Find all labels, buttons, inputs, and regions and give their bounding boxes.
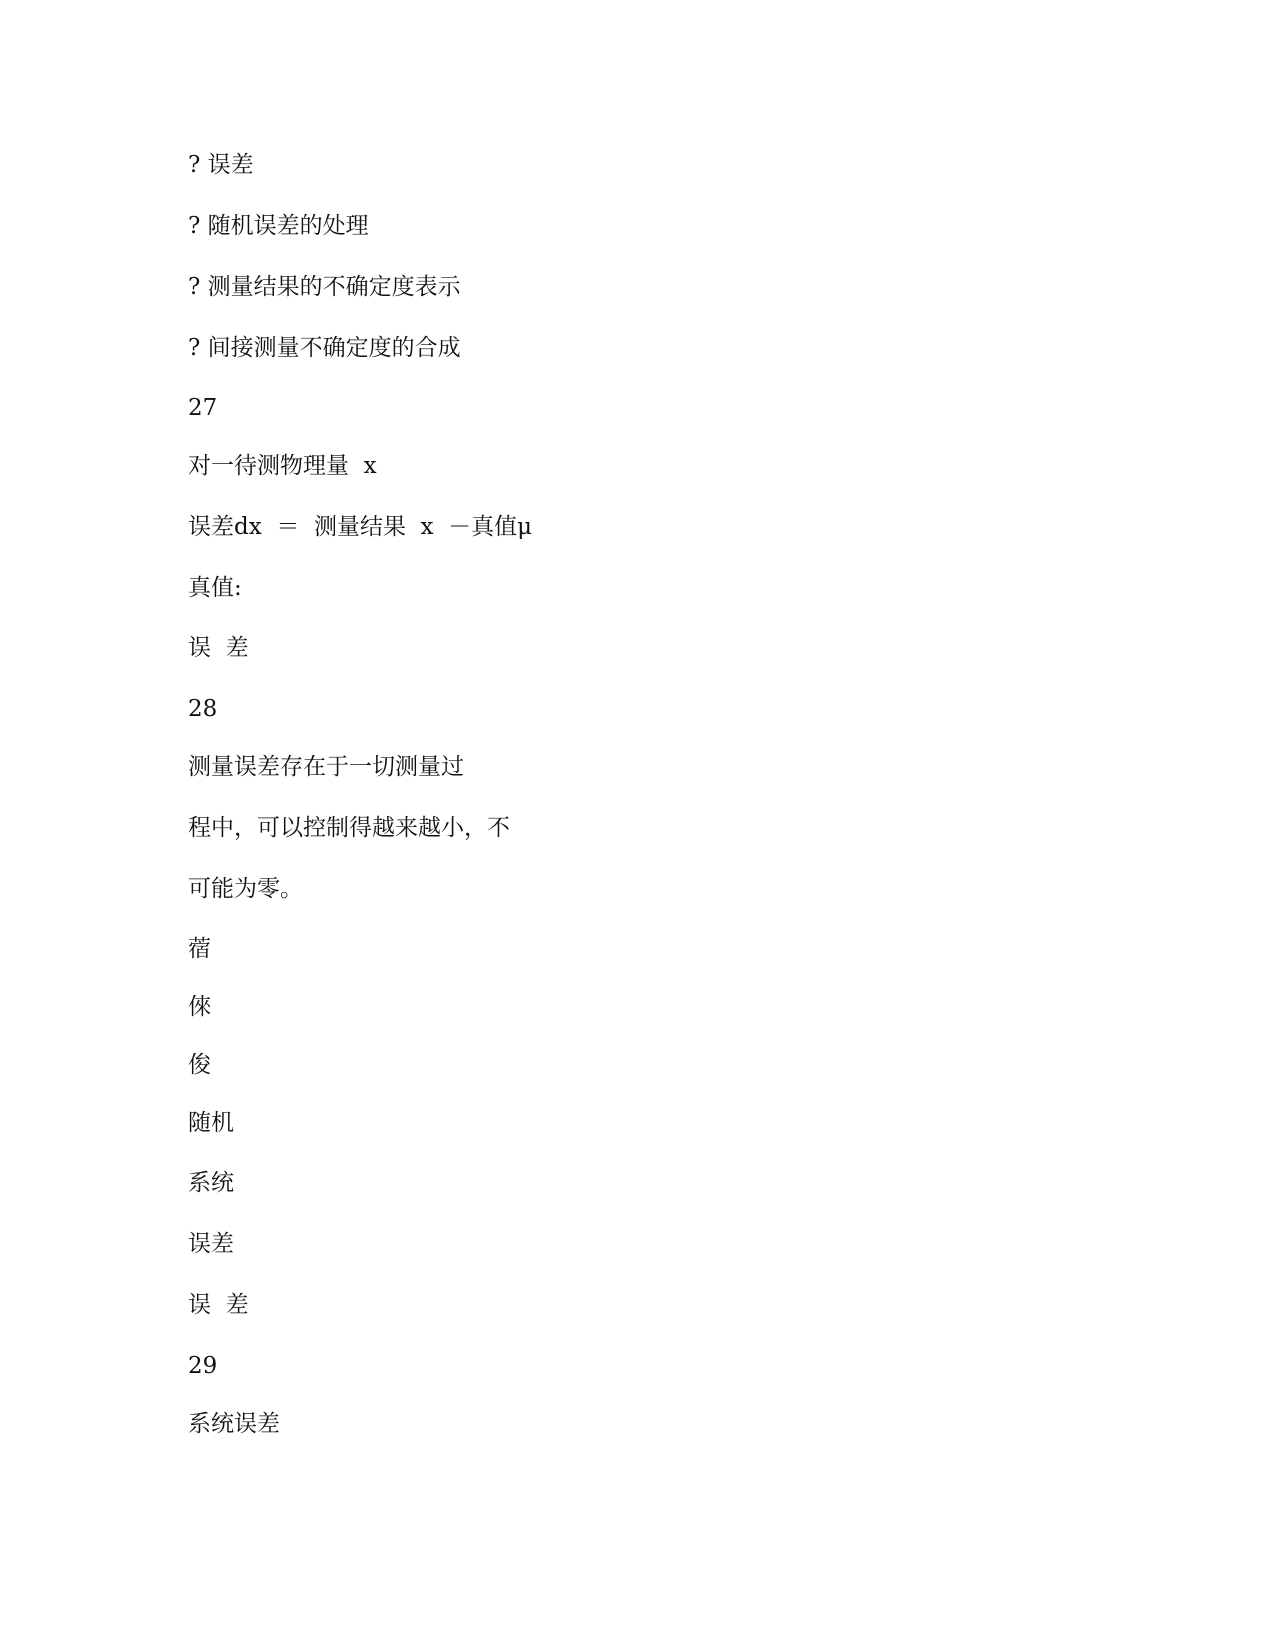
bullet-random-error-processing: ? 随机误差的处理 bbox=[188, 213, 369, 239]
text-quantity-x: 对一待测物理量 x bbox=[188, 453, 377, 479]
label-system: 系统 bbox=[188, 1170, 234, 1196]
bullet-error: ? 误差 bbox=[188, 152, 254, 178]
heading-error-2: 误 差 bbox=[188, 1292, 249, 1318]
garbled-char-3: 俊 bbox=[188, 1052, 211, 1078]
page-number-28: 28 bbox=[188, 696, 218, 722]
garbled-char-1: 蓿 bbox=[188, 936, 211, 962]
page-number-29: 29 bbox=[188, 1353, 218, 1379]
garbled-char-2: 倈 bbox=[188, 994, 211, 1020]
bullet-indirect-uncertainty: ? 间接测量不确定度的合成 bbox=[188, 335, 461, 361]
heading-systematic-error: 系统误差 bbox=[188, 1411, 280, 1437]
paragraph-line-3: 可能为零。 bbox=[188, 876, 303, 902]
true-value-label: 真值: bbox=[188, 575, 242, 601]
label-error: 误差 bbox=[188, 1231, 234, 1257]
paragraph-line-1: 测量误差存在于一切测量过 bbox=[188, 754, 464, 780]
error-formula: 误差dx ＝ 测量结果 x －真值μ bbox=[188, 514, 533, 540]
label-random: 随机 bbox=[188, 1110, 234, 1136]
heading-error: 误 差 bbox=[188, 635, 249, 661]
paragraph-line-2: 程中，可以控制得越来越小，不 bbox=[188, 815, 510, 841]
bullet-uncertainty-expression: ? 测量结果的不确定度表示 bbox=[188, 274, 461, 300]
page-number-27: 27 bbox=[188, 395, 218, 421]
